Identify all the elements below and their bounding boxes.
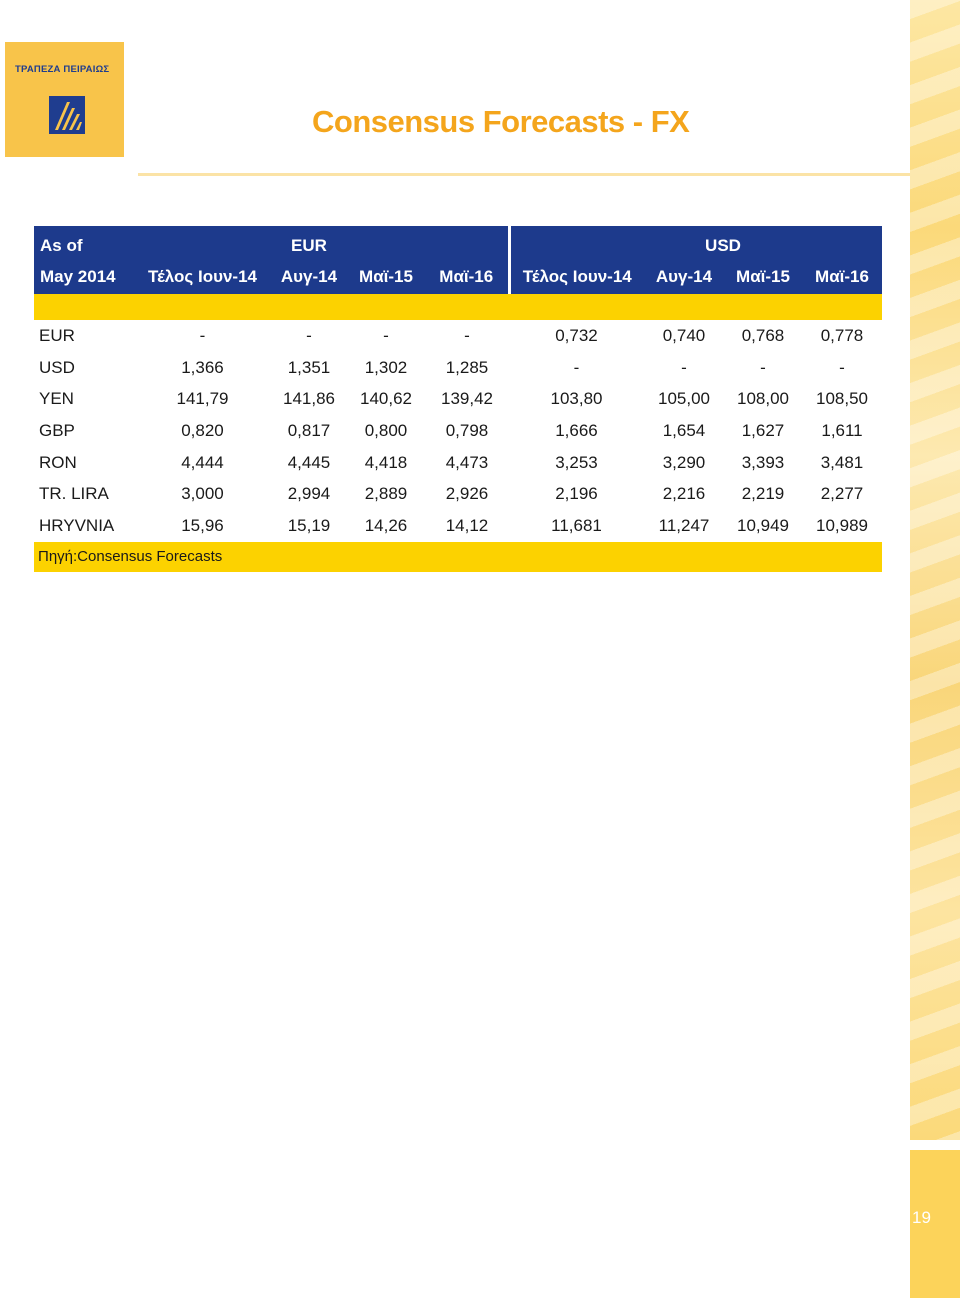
table-cell: 4,444 (181, 452, 224, 472)
header-spacer (425, 226, 509, 262)
table-cell: 105,00 (658, 389, 710, 409)
table-cell: 0,820 (181, 420, 224, 440)
row-label: RON (39, 452, 77, 472)
row-label: TR. LIRA (39, 484, 109, 504)
table-cell: 0,768 (741, 325, 785, 345)
table-cell: 4,473 (445, 452, 489, 472)
table-cell: - (573, 357, 580, 377)
table-row (34, 510, 882, 542)
column-header: Μαϊ-16 (802, 262, 882, 294)
column-header: Τέλος Ιουν-14 (134, 262, 271, 294)
group-header-eur: EUR (271, 226, 347, 262)
table-row (34, 352, 882, 384)
table-cell: 11,681 (551, 515, 602, 535)
table-cell: 2,216 (662, 484, 706, 504)
table-row (34, 383, 882, 415)
table-row (34, 478, 882, 510)
table-cell: 2,277 (820, 484, 864, 504)
column-header: Μαϊ-16 (425, 262, 509, 294)
table-cell: 0,800 (364, 420, 408, 440)
header-spacer (347, 226, 425, 262)
table-cell: 1,654 (662, 420, 706, 440)
table-cell: 10,989 (816, 515, 868, 535)
source-note: Πηγή:Consensus Forecasts (34, 542, 882, 572)
row-label: EUR (39, 325, 75, 345)
table-cell: - (199, 325, 206, 345)
table-cell: 139,42 (441, 389, 493, 409)
table-cell: 1,351 (287, 357, 331, 377)
table-cell: 0,740 (662, 325, 706, 345)
as-of-date: May 2014 (34, 262, 134, 294)
bank-logo-icon (49, 96, 85, 134)
column-header: Αυγ-14 (644, 262, 724, 294)
header-spacer (509, 226, 644, 262)
bank-name: ΤΡΑΠΕΖΑ ΠΕΙΡΑΙΩΣ (15, 64, 110, 75)
table-cell: 141,79 (176, 389, 229, 409)
as-of-label: As of (34, 226, 134, 262)
row-label: HRYVNIA (39, 515, 115, 535)
table-cell: 0,798 (445, 420, 489, 440)
table-cell: 3,290 (662, 452, 706, 472)
table-cell: 1,285 (445, 357, 489, 377)
header-spacer (134, 226, 271, 262)
column-header: Αυγ-14 (271, 262, 347, 294)
column-header: Μαϊ-15 (724, 262, 802, 294)
table-cell: 0,732 (555, 325, 598, 345)
table-cell: 3,253 (555, 452, 598, 472)
page-number: 19 (912, 1208, 931, 1227)
table-cell: 3,000 (181, 484, 224, 504)
table-cell: - (839, 357, 845, 377)
table-cell: 108,00 (737, 389, 789, 409)
table-cell: 0,778 (820, 325, 864, 345)
table-cell: 2,889 (364, 484, 408, 504)
table-cell: 14,26 (364, 515, 408, 535)
table-cell: 1,666 (555, 420, 598, 440)
table-row (34, 447, 882, 479)
page-title: Consensus Forecasts - FX (312, 104, 690, 139)
table-cell: 108,50 (816, 389, 868, 409)
table-cell: 2,926 (445, 484, 489, 504)
table-cell: 15,96 (181, 515, 224, 535)
group-header-usd: USD (644, 226, 802, 262)
table-cell: 1,611 (821, 420, 863, 440)
table-cell: - (306, 325, 312, 345)
row-label: YEN (39, 389, 74, 409)
table-cell: 2,219 (741, 484, 785, 504)
title-divider (138, 173, 910, 176)
table-cell: 4,445 (287, 452, 331, 472)
table-cell: 141,86 (283, 389, 335, 409)
table-cell: 11,247 (658, 515, 710, 535)
table-cell: 0,817 (287, 420, 331, 440)
table-cell: - (383, 325, 389, 345)
table-cell: 3,393 (741, 452, 785, 472)
column-header: Τέλος Ιουν-14 (509, 262, 644, 294)
fx-forecast-table (34, 226, 882, 572)
table-cell: 15,19 (287, 515, 331, 535)
table-cell: 1,366 (181, 357, 224, 377)
table-cell: - (681, 357, 687, 377)
table-row (34, 415, 882, 447)
decorative-side-strip (910, 0, 960, 1140)
table-cell: 103,80 (550, 389, 603, 409)
table-cell: 4,418 (364, 452, 408, 472)
row-label: GBP (39, 420, 75, 440)
highlight-band (34, 294, 882, 320)
table-cell: 2,196 (555, 484, 598, 504)
table-cell: 140,62 (360, 389, 412, 409)
table-cell: 2,994 (287, 484, 331, 504)
table-cell: 14,12 (445, 515, 489, 535)
bank-logo (5, 42, 124, 157)
table-cell: 1,627 (741, 420, 785, 440)
row-label: USD (39, 357, 75, 377)
column-header: Μαϊ-15 (347, 262, 425, 294)
table-cell: - (760, 357, 766, 377)
table-cell: 1,302 (364, 357, 408, 377)
table-cell: 10,949 (737, 515, 789, 535)
table-cell: - (464, 325, 470, 345)
table-cell: 3,481 (820, 452, 864, 472)
table-row (34, 320, 882, 352)
header-spacer (802, 226, 882, 262)
